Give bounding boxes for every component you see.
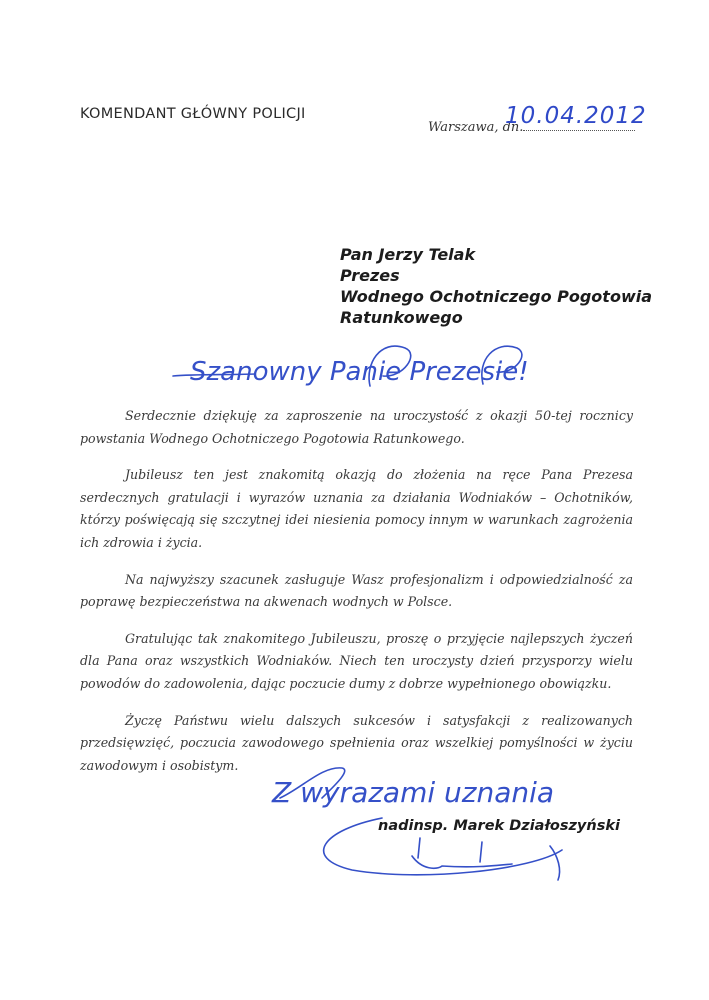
recipient-name: Pan Jerzy Telak [340, 245, 476, 264]
handwritten-date: 10.04.2012 [505, 103, 647, 129]
recipient-title: Prezes [340, 266, 400, 285]
sender-heading: KOMENDANT GŁÓWNY POLICJI [80, 106, 306, 122]
recipient-organization-line1: Wodnego Ochotniczego Pogotowia [340, 287, 652, 306]
salutation-handwriting: Szanowny Panie Prezesie! [190, 357, 529, 387]
body-paragraph: Życzę Państwu wielu dalszych sukcesów i satysfakcji z realizowanych przedsięwzięć, poczucia zawodowego spełnienia oraz wszelkiej pomyślności w życiu zawodowym i osobistym. [80, 712, 633, 773]
body-paragraph: Serdecznie dziękuję za zaproszenie na uroczystość z okazji 50-tej rocznicy powstania Wodnego Ochotniczego Pogotowia Ratunkowego. [80, 408, 633, 446]
recipient-organization-line2: Ratunkowego [340, 308, 463, 327]
signer-name: nadinsp. Marek Działoszyński [378, 818, 620, 834]
place-date-label: Warszawa, dn. [428, 120, 524, 135]
recipient-block [340, 244, 652, 328]
letter-body [80, 405, 633, 791]
body-paragraph: Na najwyższy szacunek zasługuje Wasz profesjonalizm i odpowiedzialność za poprawę bezpieczeństwa na akwenach wodnych w Polsce. [80, 571, 633, 610]
signature-line-stroke [412, 856, 512, 868]
body-paragraph: Jubileusz ten jest znakomitą okazją do złożenia na ręce Pana Prezesa serdecznych gratulacji i wyrazów uznania za działania Wodniaków – Ochotników, którzy poświęcają się szczytnej idei niesienia pomocy innym w warunkach zagrożenia ich zdrowia i życia. [80, 467, 633, 550]
closing-handwriting: Z wyrazami uznania [272, 776, 555, 809]
handwritten-salutation [165, 334, 645, 404]
body-paragraph: Gratulując tak znakomitego Jubileuszu, proszę o przyjęcie najlepszych życzeń dla Pana oraz wszystkich Wodniaków. Niech ten uroczysty dzień przysporzy wielu powodów do zadowolenia, dając poczucie dumy z dobrze wypełnionego obowiązku. [80, 630, 633, 691]
signature-tick-strokes [418, 838, 482, 862]
signature-tail-stroke [550, 846, 560, 880]
